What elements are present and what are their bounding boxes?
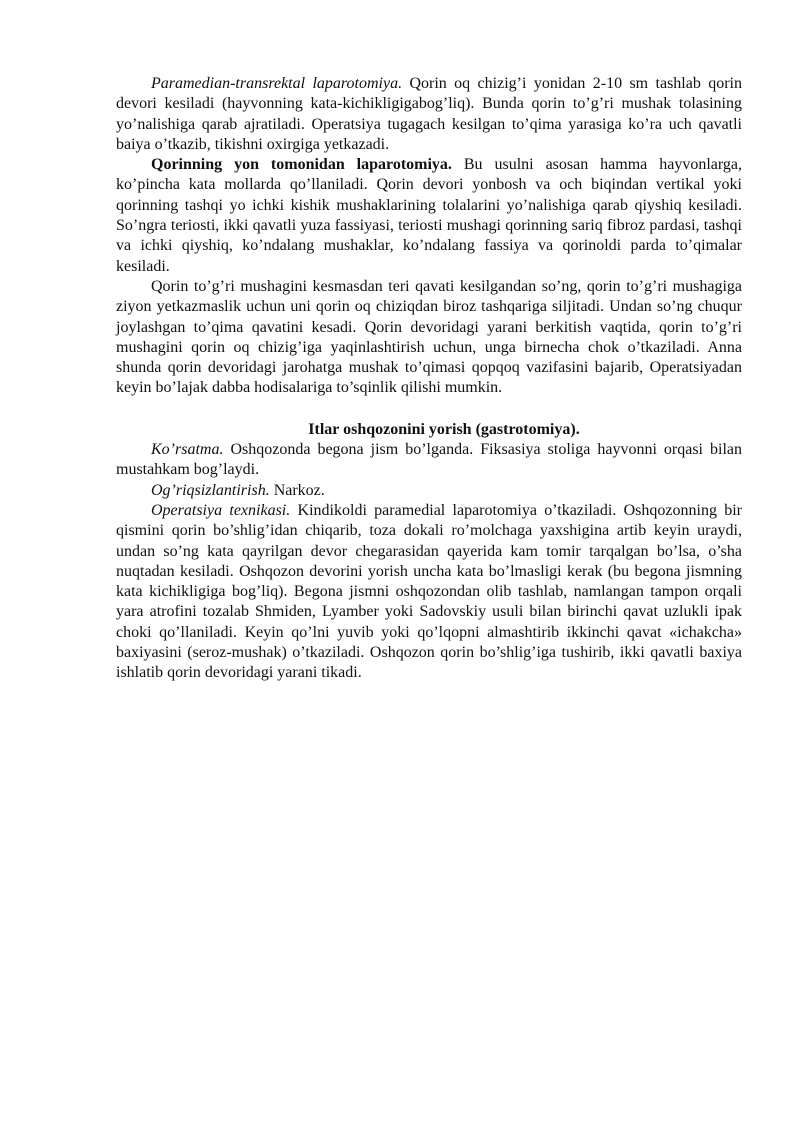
paragraph-text: Kindikoldi paramedial laparotomiya o’tkaziladi. Oshqozonning bir qismini qorin bo’shlig’idan chiqarib, toza dokali ro’molchaga yaxshigina artib keyin uraydi, undan so’ng kata qayrilgan devor chegarasidan qayerida kam tomir tarqalgan bo’lsa, o’sha nuqtadan kesiladi. Oshqozon devorini yorish uncha kata bo’lmasligi kerak (bu begona jismning kata kichikligiga bog’liq). Begona jismni oshqozondan olib tashlab, namlangan tampon orqali yara atrofini tozalab Shmiden, Lyamber yoki Sadovskiy usuli bilan birinchi qavat uzlukli ipak choki qo’llaniladi. Keyin qo’lni yuvib yoki qo’lqopni almashtirib ikkinchi qavat «ichakcha» baxiyasini (seroz-mushak) o’tkaziladi. Oshqozon qorin bo’shlig’iga tushirib, ikki qavatli baxiya ishlatib qorin devoridagi yarani tikadi. xyxy=(116,501,743,682)
section-heading: Itlar oshqozonini yorish (gastrotomiya). xyxy=(308,420,580,438)
paragraph-text: Oshqozonda begona jism bo’lganda. Fiksasiya stoliga hayvonni orqasi bilan mustahkam bog’laydi. xyxy=(116,441,742,479)
paragraph-technique xyxy=(116,501,742,684)
paragraph-lead: Og’riqsizlantirish. xyxy=(151,481,270,499)
paragraph-lead: Ko’rsatma. xyxy=(151,441,224,459)
paragraph-indication xyxy=(116,440,742,481)
paragraph-lead: Operatsiya texnikasi. xyxy=(151,501,291,519)
paragraph-text: Qorin oq chizig’i yonidan 2-10 sm tashlab qorin devori kesiladi (hayvonning kata-kichikligigabog’liq). Bunda qorin to’g’ri mushak tolasining yo’nalishiga qarab ajratiladi. Operatsiya tugagach kesilgan to’qima yarasiga ko’ra uch qavatli baiya o’tkazib, tikishni oxirgiga yetkazadi. xyxy=(116,75,742,153)
paragraph-rectus xyxy=(116,277,742,399)
document-page xyxy=(116,74,742,684)
paragraph-lead: Qorinning yon tomonidan laparotomiya. xyxy=(151,156,452,174)
paragraph-lead: Paramedian-transrektal laparotomiya. xyxy=(151,75,403,92)
paragraph-text: Narkoz. xyxy=(269,481,325,499)
paragraph-anesthesia xyxy=(116,481,742,501)
paragraph-lateral xyxy=(116,155,742,277)
paragraph-text: Bu usulni asosan hamma hayvonlarga, ko’pincha kata mollarda qo’llaniladi. Qorin devori yonbosh va och biqindan vertikal yoki qorinning tashqi yo ichki kishik mushaklarining tolalarini yo’nalishiga qarab qiyshiq kesiladi. So’ngra teriosti, ikki qavatli yuza fassiyasi, teriosti mushagi qorinning sariq fibroz pardasi, tashqi va ichki qiyshiq, ko’ndalang mushaklar, ko’ndalang fassiya va qorinoldi parda to’qimalar kesiladi. xyxy=(116,156,743,275)
paragraph-text: Qorin to’g’ri mushagini kesmasdan teri qavati kesilgandan so’ng, qorin to’g’ri mushagiga ziyon yetkazmaslik uchun uni qorin oq chiziqdan biroz tashqariga siljitadi. Undan so’ng chuqur joylashgan to’qima qavatini kesadi. Qorin devoridagi yarani berkitish vaqtida, qorin to’g’ri mushagini qorin oq chizig’iga yaqinlashtirish uchun, unga birnecha chok o’tkaziladi. Anna shunda qorin devoridagi jarohatga mushak to’qimasi qopqoq vazifasini bajarib, Operatsiyadan keyin bo’lajak dabba hodisalariga to’sqinlik qilishi mumkin. xyxy=(116,277,742,397)
paragraph-paramedian xyxy=(116,74,742,155)
